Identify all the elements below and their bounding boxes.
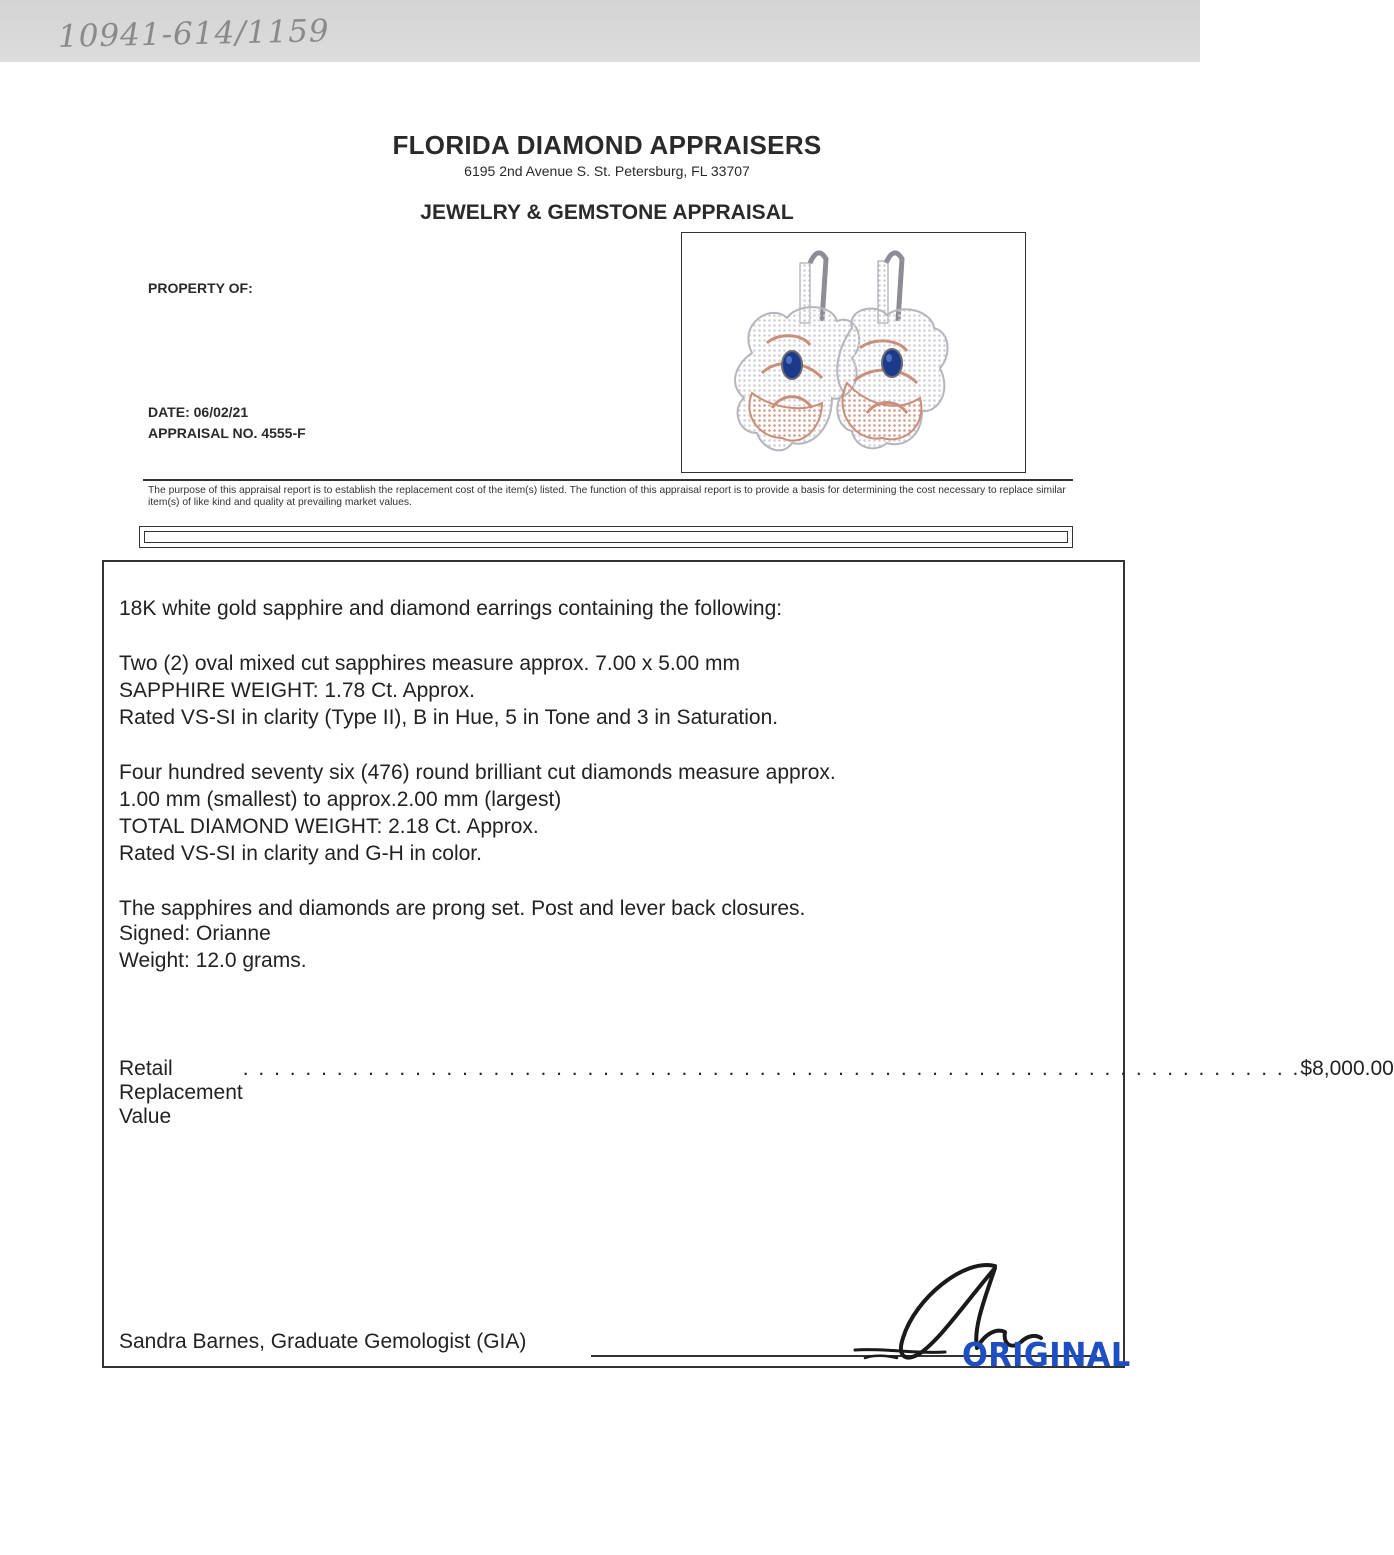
valuation-label: Retail Replacement Value [119,1057,243,1128]
company-address: 6195 2nd Avenue S. St. Petersburg, FL 33707 [464,163,750,179]
valuation-amount: $8,000.00 [1300,1057,1394,1080]
signer-name: Sandra Barnes, Graduate Gemologist (GIA) [119,1330,527,1353]
purpose-statement: The purpose of this appraisal report is to establish the replacement cost of the item(s) listed. The function of this appraisal report is to provide a basis for determining the cost necessary to replace similar item(s) of like kind and quality at prevailing market values. [148,485,1066,508]
document-title: JEWELRY & GEMSTONE APPRAISAL [420,201,794,224]
sapphire-line: Two (2) oval mixed cut sapphires measure approx. 7.00 x 5.00 mm [119,652,740,675]
company-name: FLORIDA DIAMOND APPRAISERS [392,130,822,160]
detail-line: Weight: 12.0 grams. [119,949,307,972]
section-divider [143,479,1073,481]
diamond-line: TOTAL DIAMOND WEIGHT: 2.18 Ct. Approx. [119,815,539,838]
earrings-photo [681,232,1026,473]
leader-dots: . . . . . . . . . . . . . . . . . . . . . . . . . . . . . . . . . . . . . . . . . . . . . . . . . . . . . . . . . . . . . . . . . . . . [242,1057,1301,1080]
detail-line: Signed: Orianne [119,922,271,945]
diamond-line: 1.00 mm (smallest) to approx.2.00 mm (largest) [119,788,562,811]
handwritten-note: 10941-614/1159 [57,13,330,55]
diamond-line: Four hundred seventy six (476) round brilliant cut diamonds measure approx. [119,761,836,784]
valuation-row [119,1057,1394,1128]
earrings-illustration [682,233,1024,471]
detail-line: The sapphires and diamonds are prong set. Post and lever back closures. [119,897,806,920]
empty-field-bar-inner [144,531,1068,543]
item-title: 18K white gold sapphire and diamond earrings containing the following: [119,597,783,620]
diamond-line: Rated VS-SI in clarity and G-H in color. [119,842,482,865]
date-line: DATE: 06/02/21 [148,404,249,420]
right-earring [837,253,947,448]
original-stamp: ORIGINAL [962,1335,1131,1374]
sapphire-line: Rated VS-SI in clarity (Type II), B in Hue, 5 in Tone and 3 in Saturation. [119,706,779,729]
empty-field-bar [139,526,1073,548]
appraisal-number: APPRAISAL NO. 4555-F [148,425,306,441]
property-of-label: PROPERTY OF: [148,280,253,296]
sapphire-line: SAPPHIRE WEIGHT: 1.78 Ct. Approx. [119,679,475,702]
